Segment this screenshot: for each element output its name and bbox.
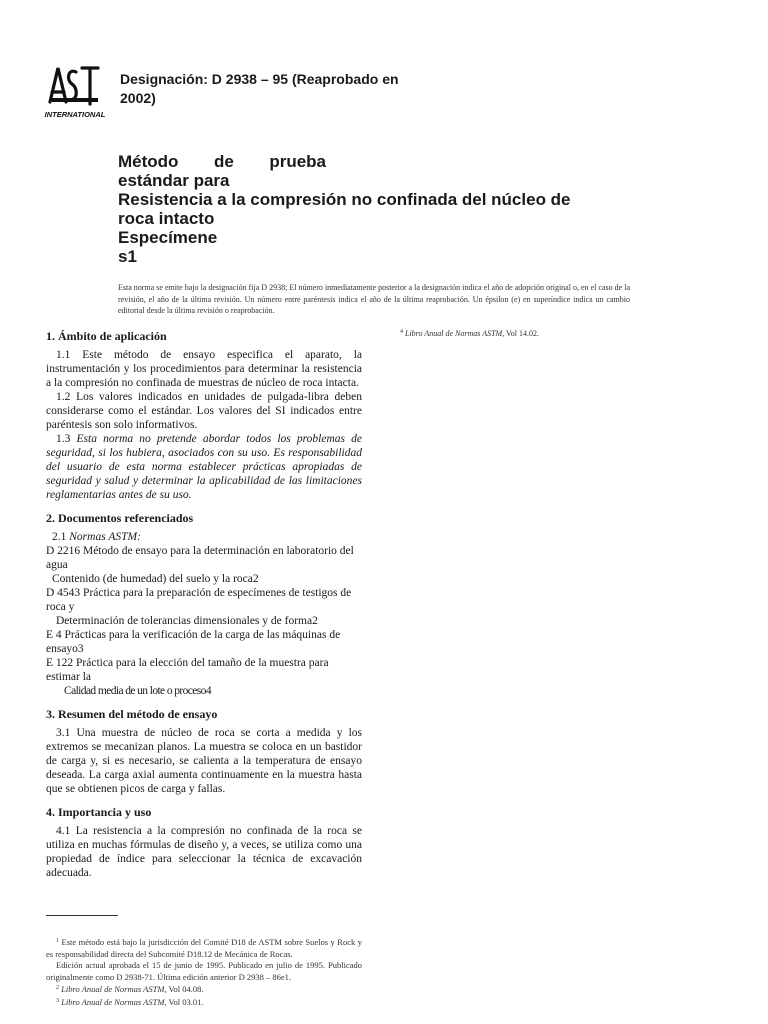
- footnote-divider: [46, 915, 118, 916]
- section-2-heading: 2. Documentos referenciados: [46, 511, 194, 525]
- section-1-heading: 1. Ámbito de aplicación: [46, 329, 167, 343]
- reference-item: E 122 Práctica para la elección del tamaño de la muestra para estimar la: [46, 657, 329, 683]
- paragraph-1-3: 1.3 Esta norma no pretende abordar todos los problemas de seguridad, si los hubiera, asociados con su uso. Es responsabilidad del usuario de esta norma establecer prácticas apropiadas de seguridad y salud y determinar la aplicabilidad de las limitaciones reglamentarias antes de su uso.: [46, 433, 362, 501]
- footnote-1: $^1$ Este método está bajo la jurisdicción del Comité D18 de ASTM sobre Suelos y Rock y es responsabilidad directa del Subcomité D18.12 de Mecánica de Rocas.: [46, 937, 362, 959]
- reference-item: Determinación de tolerancias dimensionales y de forma2: [56, 615, 318, 627]
- footnotes: [46, 936, 362, 1008]
- paragraph-1-2: 1.2 Los valores indicados en unidades de pulgada-libra deben considerarse como el estándar. Los valores del SI indicados entre paréntesis son solo informativos.: [46, 391, 362, 431]
- title-line-5: Especímene: [118, 228, 218, 247]
- subsection-2-1: 2.1 Normas ASTM:: [52, 531, 141, 543]
- title-line-2: estándar para: [118, 171, 230, 190]
- reference-item: D 2216 Método de ensayo para la determinación en laboratorio del agua: [46, 545, 354, 571]
- astm-logo: [38, 60, 112, 120]
- reference-item: D 4543 Práctica para la preparación de especímenes de testigos de roca y: [46, 587, 352, 613]
- issuance-note: Esta norma se emite bajo la designación fija D 2938; El número inmediatamente posterior a la designación indica el año de adopción original o, en el caso de la revisión, el año de la última revisión. Un número entre paréntesis indica el año de la última reaprobación. Un épsilon (e) en superíndice indica un cambio editorial desde la última revisión o reaprobación.: [118, 283, 630, 315]
- reference-item: Calidad media de un lote o proceso4: [64, 685, 211, 697]
- reference-item: Contenido (de humedad) del suelo y la roca2: [52, 573, 259, 585]
- paragraph-3-1: 3.1 Una muestra de núcleo de roca se corta a medida y los extremos se mecanizan planos. La muestra se coloca en un bastidor de carga y, si es necesario, se calienta a la temperatura de ensayo deseada. La carga axial aumenta continuamente en la muestra hasta que se obtienen picos de carga y fallas.: [46, 727, 362, 795]
- svg-text:INTERNATIONAL: INTERNATIONAL: [44, 110, 106, 119]
- footnote-2: $^2$ Libro Anual de Normas ASTM, Vol 04.08.: [56, 984, 204, 994]
- title-line-6: s1: [118, 247, 137, 266]
- paragraph-1-1: 1.1 Este método de ensayo especifica el aparato, la instrumentación y los procedimientos para determinar la resistencia a la compresión no confinada de muestras de núcleo de roca intacta.: [46, 349, 362, 389]
- designation: Designación: D 2938 – 95 (Reaprobado en 2002): [120, 71, 399, 106]
- footnote-4: $^4$ Libro Anual de Normas ASTM, Vol 14.02.: [400, 329, 540, 338]
- document-title: [118, 152, 588, 266]
- main-column: [46, 329, 362, 880]
- section-3-heading: 3. Resumen del método de ensayo: [46, 707, 218, 721]
- footnote-3: $^3$ Libro Anual de Normas ASTM, Vol 03.01.: [56, 996, 204, 1007]
- title-line-4: roca intacto: [118, 209, 215, 228]
- footnote-1-edition: Edición actual aprobada el 15 de junio de 1995. Publicado en julio de 1995. Publicado originalmente como D 2938-71. Última edición anterior D 2938 – 86e1.: [46, 960, 362, 982]
- reference-item: E 4 Prácticas para la verificación de la carga de las máquinas de ensayo3: [46, 629, 341, 655]
- paragraph-4-1: 4.1 La resistencia a la compresión no confinada de la roca se utiliza en muchas fórmulas de diseño y, a veces, se utiliza como una propiedad de índice para seleccionar la técnica de excavación adecuada.: [46, 825, 362, 879]
- referenced-documents-list: [46, 530, 362, 698]
- section-4-heading: 4. Importancia y uso: [46, 805, 152, 819]
- title-line-1: Método de prueba: [118, 152, 326, 171]
- title-line-3: Resistencia a la compresión no confinada del núcleo de: [118, 190, 571, 209]
